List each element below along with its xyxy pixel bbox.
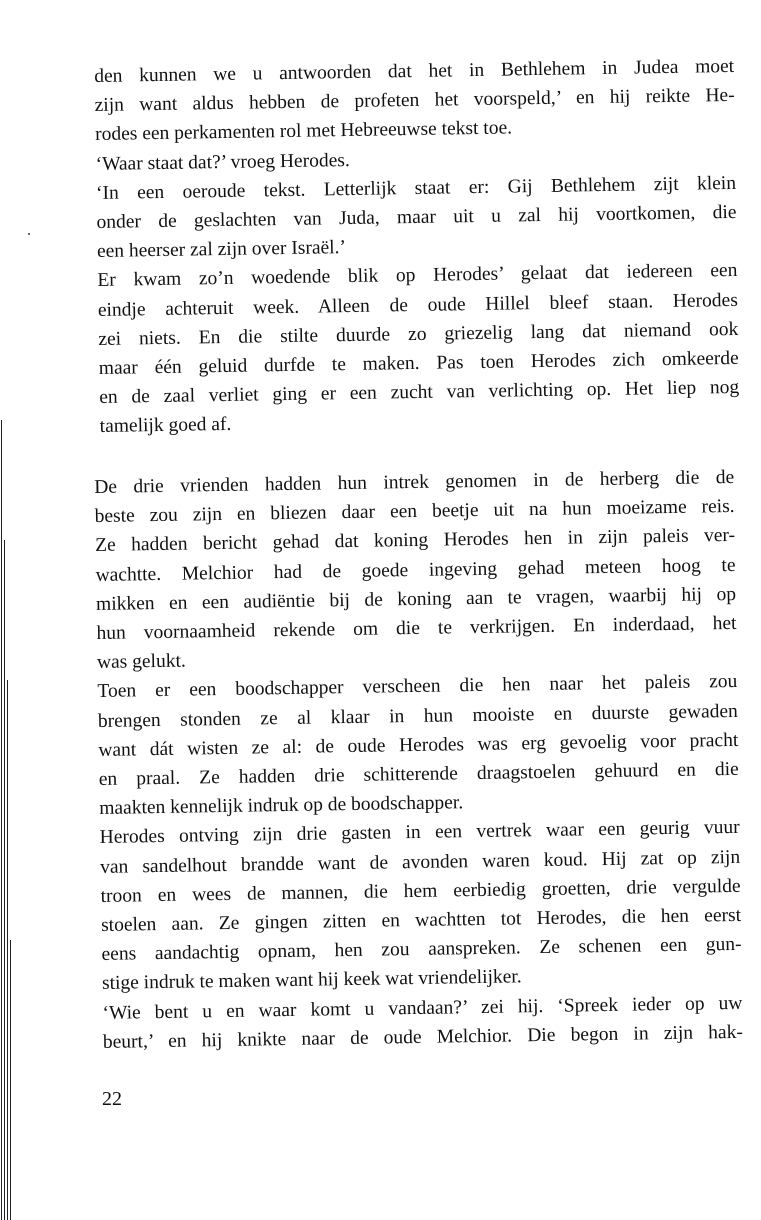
text-line: beurt,’ en hij knikte naar de oude Melchior. Die begon in zijn hak- <box>102 1021 744 1053</box>
text-line: beste zou zijn en bliezen daar een beetje uit na hun moeizame reis. <box>94 496 735 528</box>
text-line: onder de geslachten van Juda, maar uit u zal hij voortkomen, die <box>96 201 737 233</box>
text-line: en de zaal verliet ging er een zucht van verlichting op. Het liep nog <box>99 377 740 409</box>
text-line: eindje achteruit week. Alleen de oude Hillel bleef staan. Herodes <box>97 289 738 321</box>
text-line: stige indruk te maken want hij keek wat vriendelijker. <box>101 966 522 995</box>
text-line: Er kwam zo’n woedende blik op Herodes’ gelaat dat iedereen een <box>97 260 738 292</box>
text-line: was gelukt. <box>96 650 186 674</box>
text-line: wachtte. Melchior had de goede ingeving gehad meteen hoog te <box>95 554 736 586</box>
text-line: mikken en een audiëntie bij de koning aan te vragen, waarbij hij op <box>95 583 737 615</box>
text-line: eens aandachtig opnam, hen zou aanspreken. Ze schenen een gun- <box>101 934 742 966</box>
text-line: ‘In een oeroude tekst. Letterlijk staat er: Gij Bethlehem zijt klein <box>95 172 737 204</box>
text-section-bottom <box>94 463 743 1057</box>
text-line: van sandelhout brandde want de avonden waren koud. Hij zat op zijn <box>100 846 741 878</box>
text-line: Herodes ontving zijn drie gasten in een vertrek waar een geurig vuur <box>99 817 740 849</box>
text-line: maakten kennelijk indruk op de boodschapper. <box>99 792 464 820</box>
text-line: stoelen aan. Ze gingen zitten en wachtten tot Herodes, die hen eerst <box>100 904 742 936</box>
text-line: rodes een perkamenten rol met Hebreeuwse tekst toe. <box>94 117 513 146</box>
text-line: want dát wisten ze al: de oude Herodes was erg gevoelig voor pracht <box>98 729 739 761</box>
text-line: Ze hadden bericht gehad dat koning Herodes hen in zijn paleis ver- <box>94 525 736 557</box>
text-line: ‘Waar staat dat?’ vroeg Herodes. <box>95 149 350 175</box>
text-line: den kunnen we u antwoorden dat het in Bethlehem in Judea moet <box>94 55 735 87</box>
text-line: troon en wees de mannen, die hem eerbiedig groetten, drie vergulde <box>100 875 741 907</box>
text-line: zijn want aldus hebben de profeten het voorspeld,’ en hij reikte He- <box>94 85 735 117</box>
text-line: maar één geluid durfde te maken. Pas toen Herodes zich omkeerde <box>98 347 739 379</box>
text-line: De drie vrienden hadden hun intrek genomen in de herberg die de <box>94 466 735 498</box>
text-line: ‘Wie bent u en waar komt u vandaan?’ zei hij. ‘Spreek ieder op uw <box>102 992 743 1024</box>
text-line: en praal. Ze hadden drie schitterende draagstoelen gehuurd en die <box>98 758 739 790</box>
text-section-top <box>94 52 740 442</box>
text-line: brengen stonden ze al klaar in hun mooiste en duurste gewaden <box>97 700 738 732</box>
page-number: 22 <box>102 1088 122 1110</box>
text-line: een heerser zal zijn over Israël.’ <box>96 237 347 263</box>
scanned-binding-edge <box>0 420 12 1220</box>
text-line: hun voornaamheid rekende om die te verkrijgen. En inderdaad, het <box>96 612 737 644</box>
text-line: Toen er een boodschapper verscheen die hen naar het paleis zou <box>97 671 738 703</box>
text-line: zei niets. En die stilte duurde zo griezelig lang dat niemand ook <box>98 318 739 350</box>
text-line: tamelijk goed af. <box>99 414 232 438</box>
scan-speck <box>28 233 30 235</box>
